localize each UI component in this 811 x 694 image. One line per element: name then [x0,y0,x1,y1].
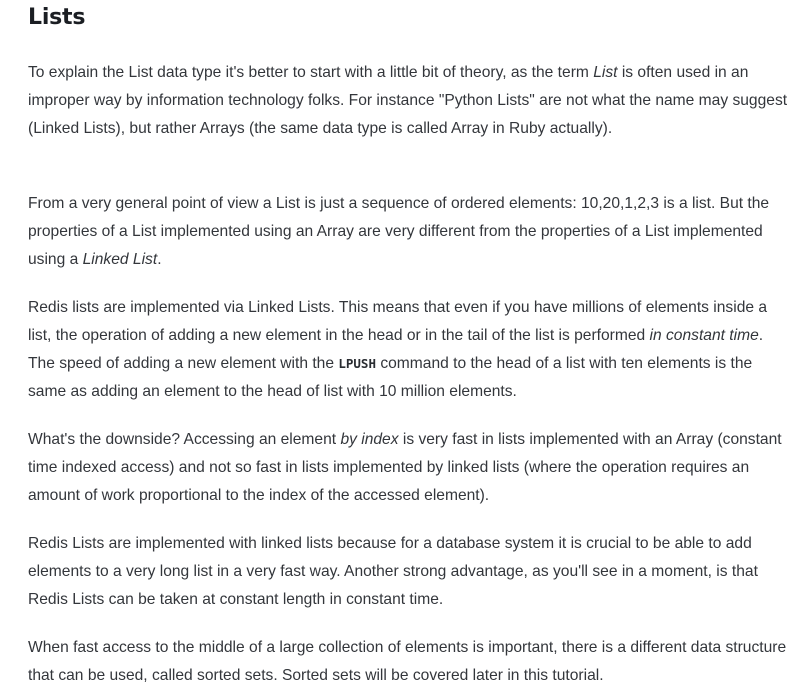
text: To explain the List data type it's better to start with a little bit of theory, as the term [28,64,594,81]
lpush-command: LPUSH [338,356,376,371]
text: . The speed of adding a new element with the [28,327,764,372]
paragraph-list-definition [28,190,788,274]
text: When fast access to the middle of a large collection of elements is important, there is a different data structure that can be used, called sorted sets. Sorted sets will be covered later in this tutorial. [28,639,787,684]
paragraph-list-theory [28,59,788,143]
paragraph-why-linked-lists [28,530,788,614]
paragraph-redis-linked-lists [28,294,788,406]
text: What's the downside? Accessing an element [28,431,341,448]
text: . [157,251,162,268]
article [28,0,788,684]
text: Redis lists are implemented via Linked Lists. This means that even if you have millions of elements inside a list, the operation of adding a new element in the head or in the tail of the list is performed [28,299,768,344]
emphasis-by-index: by index [340,431,399,448]
paragraph-sorted-sets [28,634,788,690]
page-title: Lists [28,5,86,30]
text: Redis Lists are implemented with linked lists because for a database system it is crucial to be able to add elements to a very long list in a very fast way. Another strong advantage, as you'll see in a moment, is that Redis Lists can be taken at constant length in constant time. [28,535,758,608]
emphasis-constant-time: in constant time [649,327,759,344]
paragraph-downside [28,426,788,510]
text: command to the head of a list with ten elements is the same as adding an element to the head of list with 10 million elements. [28,355,753,400]
emphasis-linked-list: Linked List [82,251,158,268]
text: is very fast in lists implemented with an Array (constant time indexed access) and not so fast in lists implemented by linked lists (where the operation requires an amount of work proportional to the index of the accessed element). [28,431,782,504]
emphasis-list: List [593,64,618,81]
text: From a very general point of view a List is just a sequence of ordered elements: 10,20,1,2,3 is a list. But the properties of a List implemented using an Array are very different from the properties of a List implemented using a [28,195,770,268]
text: is often used in an improper way by information technology folks. For instance "Python Lists" are not what the name may suggest (Linked Lists), but rather Arrays (the same data type is called Array in Ruby actually). [28,64,788,137]
